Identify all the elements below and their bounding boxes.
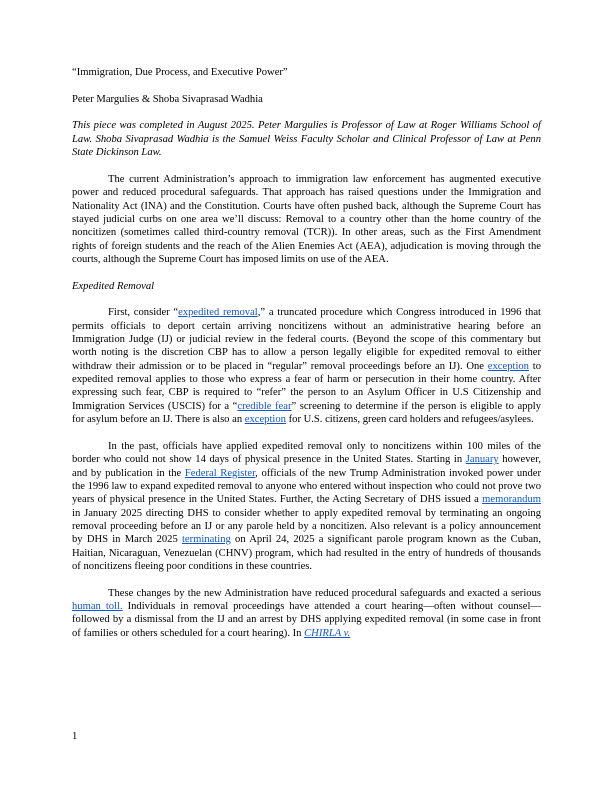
- paragraph-intro: The current Administration’s approach to immigration law enforcement has augmented executive power and reduced procedural safeguards. That approach has raised questions under the Immigration and Nationality Act (INA) and the Constitution. Courts have often pushed back, although the Supreme Court has stayed judicial curbs on one area we’ll discuss: Removal to a country other than the home country of the noncitizen (sometimes called third-country removal (TCR)). In other areas, such as the First Amendment rights of foreign students and the reach of the Alien Enemies Act (AEA), adjudication is moving through the courts, although the Supreme Court has imposed limits on use of the AEA.: [72, 173, 541, 265]
- link-january[interactable]: January: [465, 454, 499, 466]
- text-run: In the past, officials have applied expedited removal only to noncitizens within 100 miles of the border who could not show 14 days of physical presence in the United States. Starting in: [72, 440, 541, 466]
- text-run: on April 24, 2025 a significant parole program known as the Cuban, Haitian, Nicaraguan, Venezuelan (CHNV) program, which had resulted in the entry of hundreds of thousands of noncitizens fleeing poor conditions in these countries.: [72, 534, 541, 572]
- text-run: These changes by the new Administration have reduced procedural safeguards and exacted a serious: [108, 587, 541, 599]
- text-run: for U.S. citizens, green card holders and refugees/asylees.: [285, 414, 534, 426]
- link-terminating[interactable]: terminating: [181, 534, 231, 546]
- paragraph-past-application: [72, 440, 541, 573]
- link-expedited-removal[interactable]: expedited removal: [178, 307, 258, 319]
- link-credible-fear[interactable]: credible fear: [237, 400, 292, 412]
- text-run: Individuals in removal proceedings have attended a court hearing—often without counsel—followed by a dismissal from the IJ and an arrest by DHS applying expedited removal (in some case in front of families or others scheduled for a court hearing). In: [72, 601, 541, 639]
- text-run: First, consider “: [108, 307, 179, 319]
- document-title: “Immigration, Due Process, and Executive Power”: [72, 67, 288, 78]
- paragraph-expedited-removal: [72, 306, 541, 426]
- text-run: to expedited removal applies to those who express a fear of harm or persecution in their home country. After expressing such fear, CBP is required to “refer” the person to an Asylum Officer in U.S Citizenship and Immigration Services (USCIS) for a “: [72, 360, 541, 412]
- section-heading-expedited-removal: Expedited Removal: [72, 280, 155, 292]
- author-bio: This piece was completed in August 2025. Peter Margulies is Professor of Law at Roger Williams School of Law. Shoba Sivaprasad Wadhia is the Samuel Weiss Faculty Scholar and Clinical Professor of Law at Penn State Dickinson Law.: [72, 120, 541, 159]
- text-run: ” screening to determine if the person is eligible to apply for asylum before an IJ. There is also an: [72, 400, 541, 426]
- link-exception[interactable]: exception: [487, 360, 529, 372]
- text-run: ,” a truncated procedure which Congress introduced in 1996 that permits officials to deport certain arriving noncitizens without an administrative hearing before an Immigration Judge (IJ) or judicial review in the federal courts. (Beyond the scope of this commentary but worth noting is the discretion CBP has to allow a person legally eligible for expedited removal to either withdraw their admission or to be placed in “regular” removal proceedings before an IJ). One: [72, 307, 542, 372]
- paragraph-changes: [72, 587, 541, 640]
- text-run: , officials of the new Trump Administration invoked power under the 1996 law to expand expedited removal to anyone who entered without inspection who could not prove two years of physical presence in the United States. Further, the Acting Secretary of DHS issued a: [72, 467, 541, 506]
- text-run: however, and by publication in the: [72, 454, 541, 479]
- document-authors: Peter Margulies & Shoba Sivaprasad Wadhia: [72, 93, 263, 105]
- link-memorandum[interactable]: memorandum: [482, 494, 541, 506]
- page-number: 1: [72, 731, 78, 742]
- link-federal-register[interactable]: Federal Register: [184, 467, 256, 479]
- document-body: [72, 66, 541, 654]
- link-chirla[interactable]: CHIRLA v.: [304, 627, 351, 639]
- text-run: in January 2025 directing DHS to consider whether to apply expedited removal by terminating an ongoing removal proceeding before an IJ or any parole held by a noncitizen. Also relevant is a policy announcement by DHS in March 2025: [72, 507, 541, 546]
- link-exception-2[interactable]: exception: [244, 414, 286, 426]
- link-human-toll[interactable]: human toll.: [72, 601, 123, 613]
